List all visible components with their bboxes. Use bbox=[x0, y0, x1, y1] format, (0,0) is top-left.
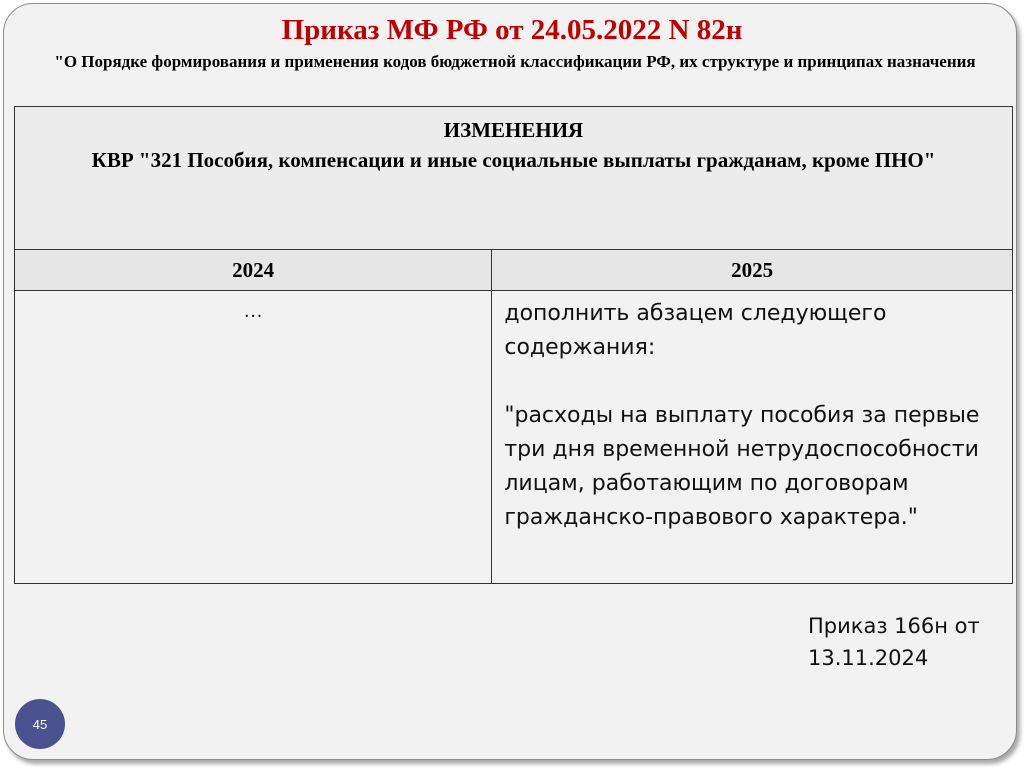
table-row bbox=[15, 291, 1013, 584]
slide-title: Приказ МФ РФ от 24.05.2022 N 82н bbox=[281, 14, 743, 46]
table-heading bbox=[15, 107, 1013, 250]
column-header-2024: 2024 bbox=[15, 250, 492, 291]
slide-subtitle: "О Порядке формирования и применения кодов бюджетной классификации РФ, их структуре и принципах назначения bbox=[54, 52, 976, 71]
cell-2025-instruction: дополнить абзацем следующего содержания: bbox=[504, 301, 887, 360]
cell-2025-quote: "расходы на выплату пособия за первые три дня временной нетрудоспособности лицам, работающим по договорам гражданско-правового характера." bbox=[504, 403, 980, 530]
cell-2024: … bbox=[15, 291, 492, 584]
source-note: Приказ 166н от 13.11.2024 bbox=[808, 614, 980, 670]
changes-table bbox=[14, 106, 1013, 584]
table-heading-title: ИЗМЕНЕНИЯ bbox=[443, 118, 584, 142]
table-header-row bbox=[15, 107, 1013, 250]
cell-2025 bbox=[492, 291, 1013, 584]
page-number-badge: 45 bbox=[15, 699, 65, 749]
column-header-2025: 2025 bbox=[492, 250, 1013, 291]
table-heading-kvr: КВР "321 Пособия, компенсации и иные социальные выплаты гражданам, кроме ПНО" bbox=[91, 148, 936, 172]
table-year-row bbox=[15, 250, 1013, 291]
